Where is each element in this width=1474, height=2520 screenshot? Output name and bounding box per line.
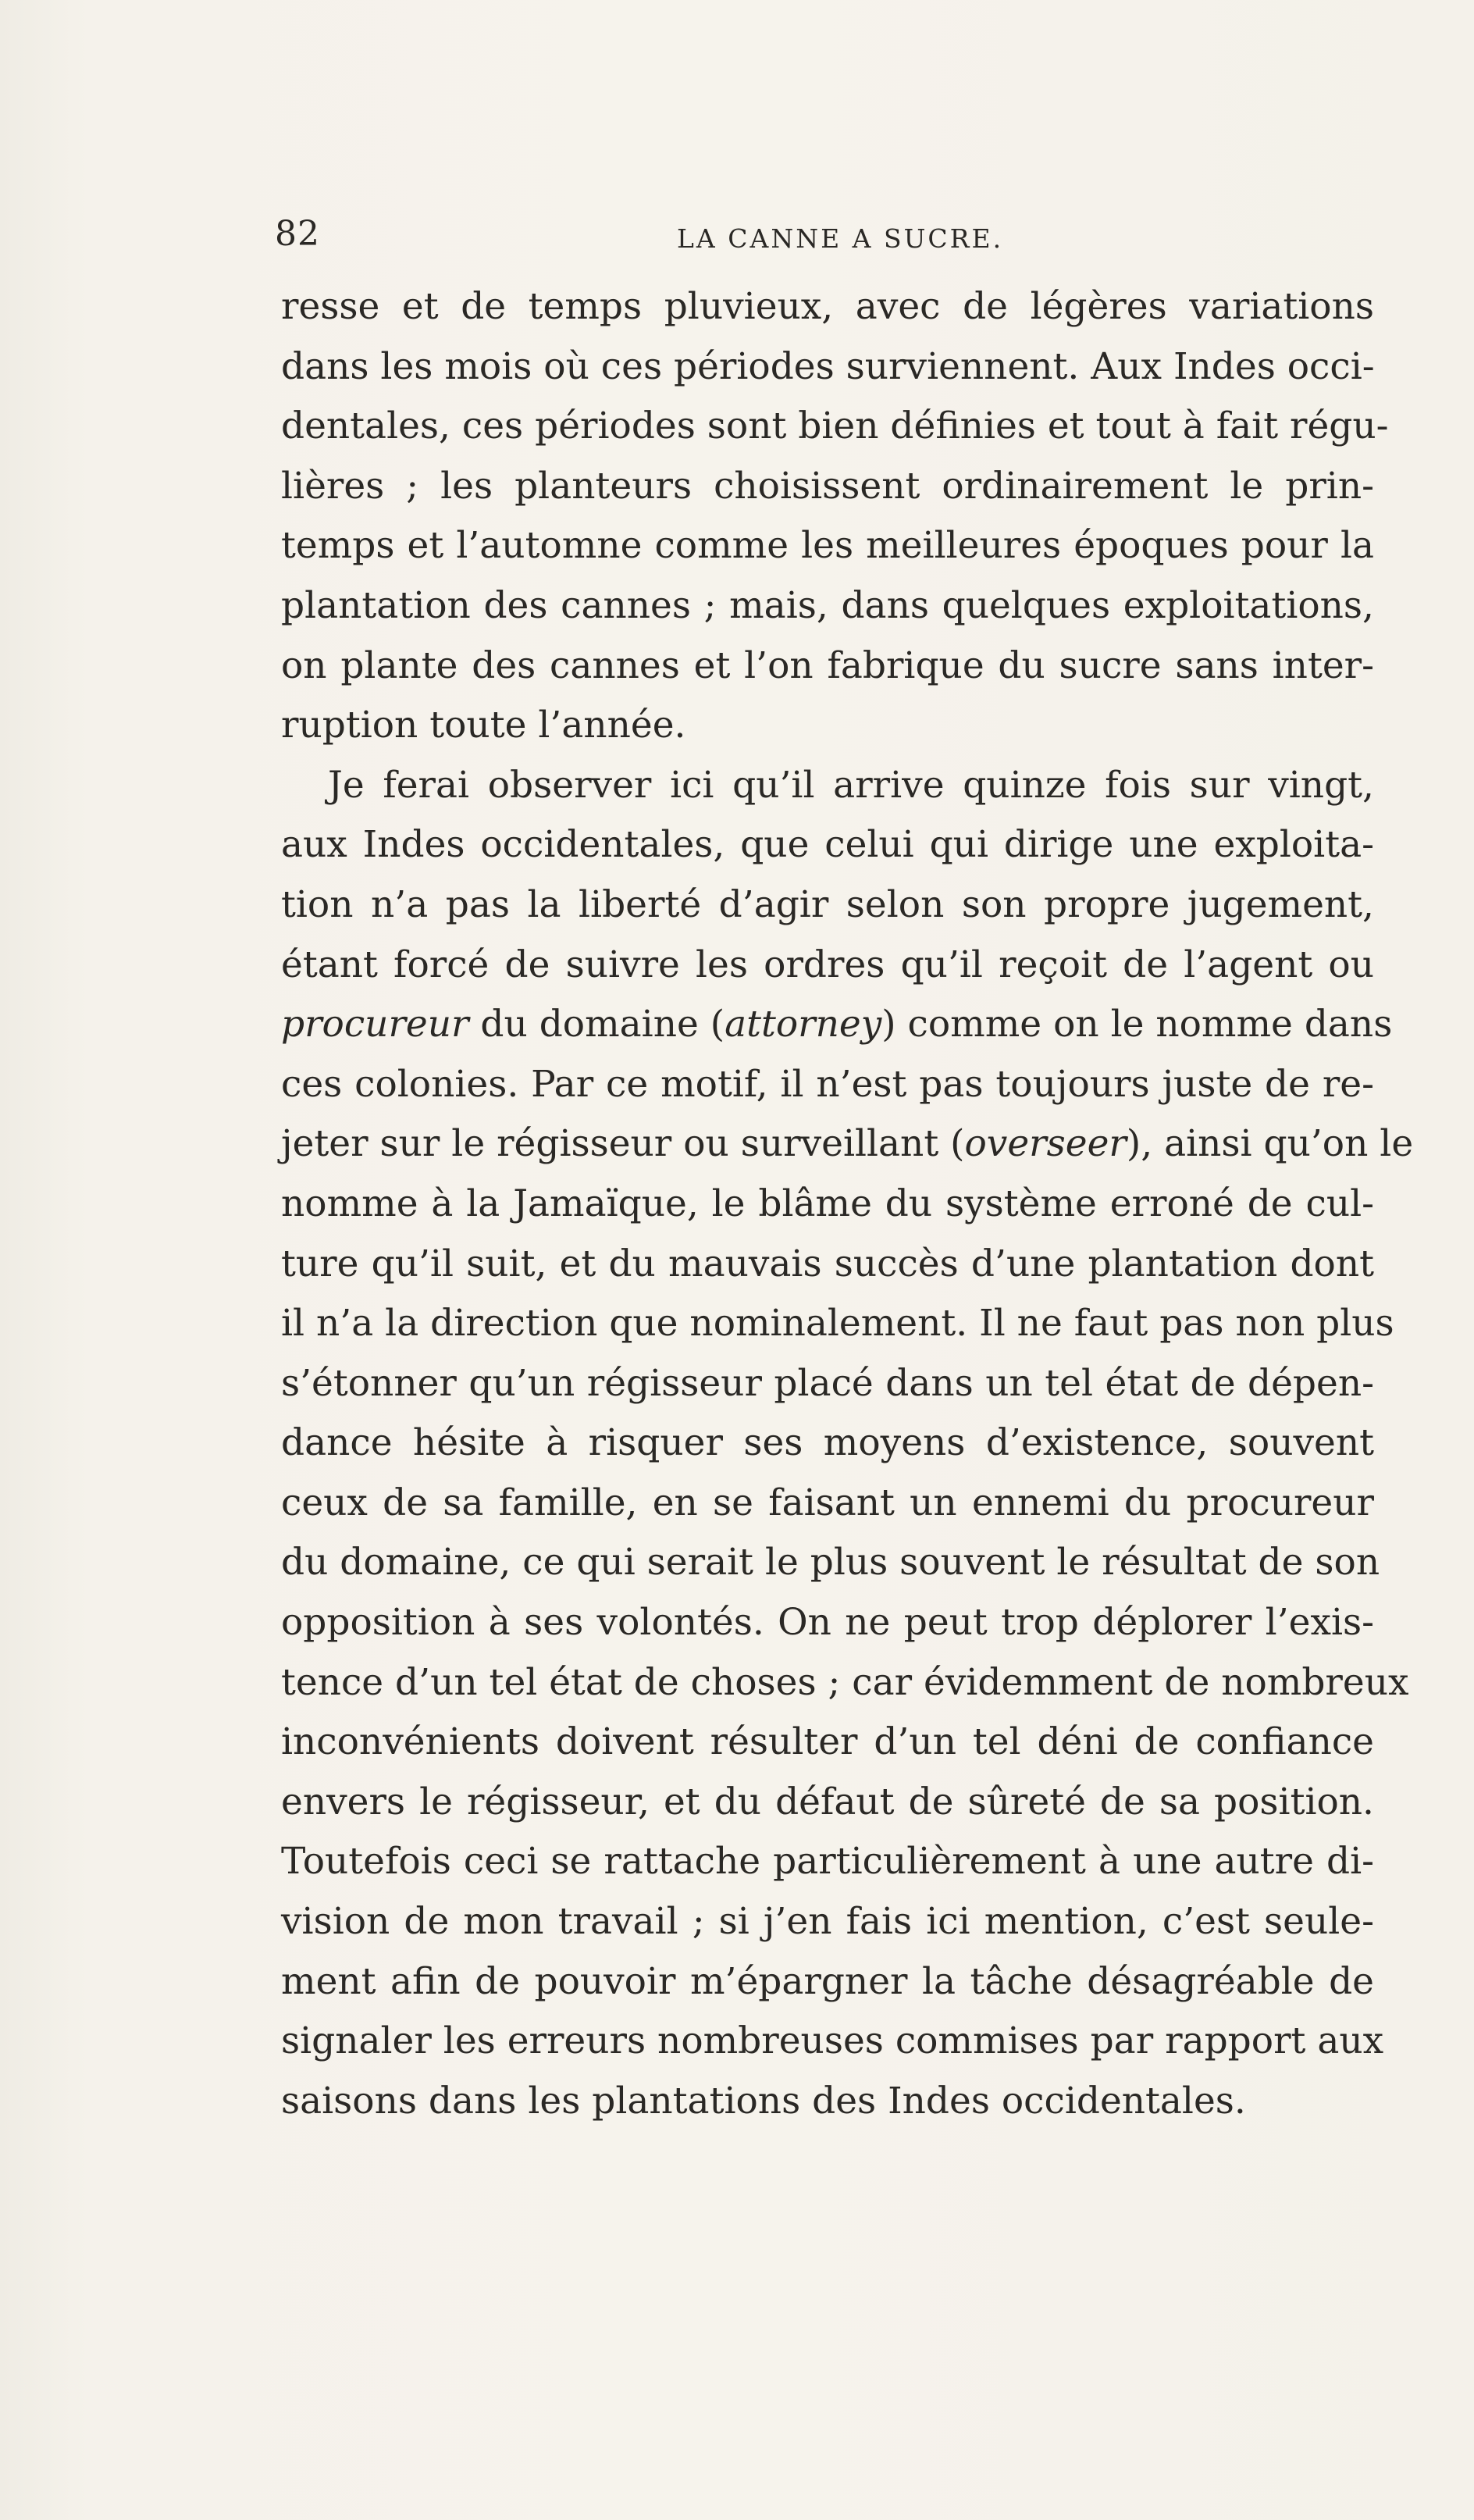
text-line: ruption toute l’année. [281, 704, 686, 747]
text-line: Je ferai observer ici qu’il arrive quinze fois sur vingt, [328, 763, 1374, 807]
text-line: plantation des cannes ; mais, dans quelques exploitations, [281, 583, 1374, 627]
text-line: dentales, ces périodes sont bien définies et tout à fait régu- [281, 405, 1389, 448]
text-line: saisons dans les plantations des Indes occidentales. [281, 2079, 1246, 2123]
text-line: ment afin de pouvoir m’épargner la tâche désagréable de [281, 1959, 1374, 2003]
text-line: inconvénients doivent résulter d’un tel déni de confiance [281, 1720, 1374, 1764]
text-line: dance hésite à risquer ses moyens d’existence, souvent [281, 1421, 1374, 1465]
text-line: ceux de sa famille, en se faisant un ennemi du procureur [281, 1481, 1374, 1524]
body-text [281, 277, 1414, 2131]
text-line: envers le régisseur, et du défaut de sûreté de sa position. [281, 1780, 1374, 1823]
text-line: aux Indes occidentales, que celui qui dirige une exploita- [281, 823, 1374, 867]
text-line: tion n’a pas la liberté d’agir selon son propre jugement, [281, 882, 1374, 926]
text-line: tence d’un tel état de choses ; car évidemment de nombreux [281, 1660, 1409, 1704]
page-header [275, 211, 1383, 258]
text-line: il n’a la direction que nominalement. Il ne faut pas non plus [281, 1302, 1394, 1346]
text-line: opposition à ses volontés. On ne peut trop déplorer l’exis- [281, 1601, 1374, 1645]
text-line: nomme à la Jamaïque, le blâme du système erroné de cul- [281, 1182, 1374, 1225]
text-line: lières ; les planteurs choisissent ordinairement le prin- [281, 464, 1374, 508]
text-line: procureur du domaine (attorney) comme on le nomme dans [281, 1003, 1393, 1046]
text-line: jeter sur le régisseur ou surveillant (overseer), ainsi qu’on le [281, 1122, 1414, 1166]
page-number: 82 [275, 214, 320, 254]
text-line: ces colonies. Par ce motif, il n’est pas toujours juste de re- [281, 1062, 1374, 1106]
text-line: ture qu’il suit, et du mauvais succès d’une plantation dont [281, 1242, 1374, 1285]
running-title: LA CANNE A SUCRE. [677, 223, 1004, 254]
text-line: dans les mois où ces périodes surviennent. Aux Indes occi- [281, 344, 1375, 388]
text-line: on plante des cannes et l’on fabrique du sucre sans inter- [281, 643, 1374, 687]
text-line: étant forcé de suivre les ordres qu’il reçoit de l’agent ou [281, 943, 1374, 986]
text-line: s’étonner qu’un régisseur placé dans un tel état de dépen- [281, 1361, 1374, 1405]
text-line: signaler les erreurs nombreuses commises par rapport aux [281, 2019, 1384, 2063]
text-line: resse et de temps pluvieux, avec de légères variations [281, 285, 1374, 328]
text-line: du domaine, ce qui serait le plus souvent le résultat de son [281, 1541, 1380, 1584]
text-line: temps et l’automne comme les meilleures époques pour la [281, 524, 1374, 568]
text-line: Toutefois ceci se rattache particulièrement à une autre di- [281, 1840, 1374, 1884]
text-line: vision de mon travail ; si j’en fais ici mention, c’est seule- [281, 1900, 1374, 1944]
